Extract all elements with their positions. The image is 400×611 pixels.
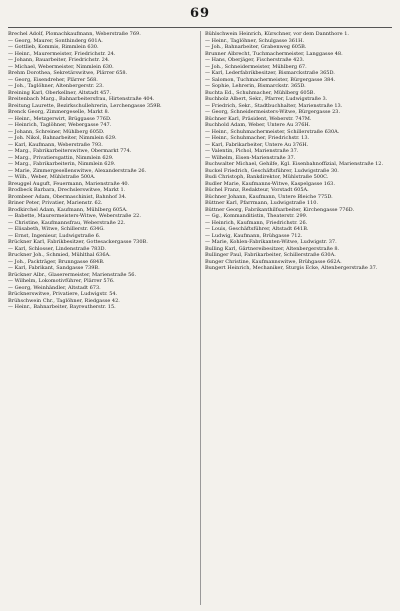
directory-entry: — Marg., Fabrikarbeiterswitwe, Obermarkt 774. — [8, 148, 132, 154]
directory-entry: — Karl, Schlosser, Lindenstraße 783D. — [8, 245, 106, 252]
directory-entry: Büchner Karl, Präsident, Weberstr. 747M. — [205, 115, 312, 122]
directory-entry: — Valentin, Pichol, Marienstraße 37. — [205, 148, 299, 154]
directory-entry: Breitung Laurette, Bezirkschullehrerin, Lerchengasse 359B. — [8, 102, 162, 109]
directory-entry: Buchholz Albert, Sekr., Pfarrer, Ludwigstraße 3. — [205, 96, 328, 102]
directory-entry: — Gg., Kommanditistin, Theaterstr. 299. — [205, 213, 308, 219]
directory-entry: — Karl, Fabrikant, Sandgasse 739B. — [8, 265, 100, 271]
directory-entry: — Heinr., Schuhmachermeister, Schillerstraße 630A. — [205, 128, 340, 135]
directory-entry: — Georg, Weinhändler, Altstadt 673. — [8, 284, 101, 291]
directory-entry: — Georg, Maurer, Sonthinderg 601A. — [8, 37, 103, 44]
directory-entry: — Wilhelm, Lokomotivführer, Plärrer 576. — [8, 278, 115, 284]
directory-entry: — Heinrich, Taglöhner, Webergasse 747. — [8, 122, 112, 128]
directory-entry: — Marg., Fabrikarbeiterin, Nimmlein 629. — [8, 161, 116, 167]
directory-entry: Brodbeck Barbara, Drechslerswitwe, Markt 1. — [8, 187, 126, 193]
directory-entry: — Friedrich, Sekr., Stadtbuchhalter, Marienstraße 13. — [205, 102, 343, 109]
directory-entry: Bulling Karl, Gärtnereibesitzer, Altenbergerstraße 8. — [205, 245, 340, 252]
directory-entry: — Marie, Kohlen-Fabrikanten-Witwe, Ludwigstr. 37. — [205, 239, 337, 245]
directory-entry: — Georg, Eisendreher, Plärrer 568. — [8, 76, 98, 83]
directory-entry: — Hans, Oberjäger, Fischerstraße 423. — [205, 57, 305, 63]
directory-entry: — Heinr., Schuhmacher, Friedrichstr. 13. — [205, 135, 310, 141]
directory-entry: — Joh., Bahnarbeiter, Grabenweg 605B. — [205, 44, 307, 50]
directory-entry: — Karl, Kaufmann, Weberstraße 793. — [8, 141, 103, 148]
directory-entry: Brückner Karl, Fabrikbesitzer, Gottesackergasse 730B. — [8, 239, 148, 245]
directory-entry: Büchner Johann, Kaufmann, Untere Bleiche 775D. — [205, 193, 333, 200]
directory-entry: — Salomon, Tuchmachermeister, Bürgergasse 384. — [205, 76, 336, 83]
directory-entry: — Marie, Zimmergesellenswitwe, Alexanderstraße 26. — [8, 167, 147, 174]
directory-entry: — Gottlieb, Kommis, Rimmlein 630. — [8, 44, 99, 50]
directory-entry: — Johann, Bauarbeiter, Friedrichstr. 24. — [8, 57, 110, 63]
directory-entry: Brechel Adolf, Plomachkaufmann, Weberstraße 769. — [8, 31, 141, 37]
directory-entry: Budler Marie, Kaufmanns-Witwe, Kaspelgasse 163. — [205, 180, 335, 187]
directory-entry: — Ludwig, Kaufmann, Brühgasse 712. — [205, 232, 303, 239]
directory-entry: Buchhold Adam, Weber, Untere Au 376H. — [205, 122, 311, 128]
directory-entry: — Christine, Kaufmannsfrau, Weberstraße 22. — [8, 219, 126, 226]
directory-entry: Brenck Georg, Zimmergeselle, Markt 8. — [8, 109, 110, 115]
directory-entry: Breining Karl, Oberkellner, Altstadt 457. — [8, 89, 112, 96]
directory-entry: Buchta Ed., Schuhmacher, Mühlberg 605B. — [205, 89, 316, 96]
directory-entry: — Ernst, Ingenieur, Ludwigstraße 6. — [8, 232, 101, 239]
directory-entry: Breitenbach Marg., Bahnarbeitersfrau, Hirtenstraße 404. — [8, 96, 155, 102]
directory-entry: — Joh. Nikol, Bahnarbeiter, Nimmlein 629. — [8, 135, 117, 141]
directory-entry: — Heinr., Metzgerwirt, Brüggasse 776D. — [8, 115, 112, 122]
left-column — [8, 31, 195, 605]
directory-entry: Briner Peter, Privatier, Marienstr. 62. — [8, 200, 103, 206]
directory-entry: Bruckner Joh., Schmied, Mühlthal 636A. — [8, 252, 111, 258]
directory-entry: Brodkirchel Adam, Kaufmann, Mühlberg 605A. — [8, 206, 128, 213]
directory-entry: — Heinr., Bahnarbeiter, Bayreutherstr. 15. — [8, 304, 116, 310]
directory-entry: — Marg., Privatiersgattin, Nimmlein 629. — [8, 154, 114, 161]
directory-entry: — Heinr., Maurermeister, Friedrichstr. 24. — [8, 50, 116, 57]
directory-entry: Bullinger Paul, Fabrikarbeiter, Schillerstraße 630A. — [205, 252, 336, 258]
directory-entry: Buchwalter Michael, Gehilfe, Kgl. Eisenbahnoffizial, Marienstraße 12. — [205, 161, 384, 167]
directory-entry: — Joh., Taglöhner, Altenbergerstr. 23. — [8, 83, 104, 89]
directory-entry: Brehm Dorothea, Sekretärswitwe, Plärrer 658. — [8, 70, 128, 76]
directory-entry: Budi Christoph, Bankdirektor, Mühlstraße 500C. — [205, 174, 329, 180]
header-rule — [8, 27, 392, 28]
directory-entry: — Louis, Geschäftsführer, Altstadt 641B. — [205, 226, 309, 232]
directory-entry: — Elisabeth, Witwe, Schillerstr. 634G. — [8, 226, 105, 232]
directory-entry: Buckel Friedrich, Geschäftsführer, Ludwigstraße 30. — [205, 167, 339, 174]
directory-entry: — Michael, Webermeister, Nimmlein 630. — [8, 63, 114, 70]
directory-entry: — Wilhelm, Eisen-Marienstraße 37. — [205, 154, 296, 161]
directory-entry: Büchel Franz, Redakteur, Vorstadt 605A. — [205, 187, 309, 193]
directory-entry: — Johann, Schreiner, Mühlberg 605D. — [8, 128, 105, 135]
directory-entry: Büttner Georg, Fabrikanthilfsarbeiter, Kirchengasse 776D. — [205, 206, 355, 213]
directory-entry: — Heinr., Taglöhner, Schulgasse 361H. — [205, 37, 305, 44]
directory-entry: — Babette, Maurermeisters-Witwe, Weberstraße 22. — [8, 213, 141, 219]
directory-entry: Bunger Christine, Kaufmannswitwe, Brühgasse 662A. — [205, 258, 342, 265]
directory-entry: — Georg, Schneidermeisters-Witwe, Bürgergasse 23. — [205, 109, 341, 115]
directory-entry: — Karl, Fabrikarbeiter, Untere Au 376H. — [205, 141, 309, 148]
right-column — [200, 31, 392, 605]
directory-entry: Bungert Heinrich, Mechaniker, Sturgis Ecke, Altenbergerstraße 37. — [205, 265, 378, 271]
directory-entry: Bühlschwein Heinrich, Kürschner, vor dem Dannthore 1. — [205, 31, 349, 37]
directory-columns — [8, 31, 392, 605]
directory-entry: Brombeer Adam, Obermaschinist, Bahnhof 34. — [8, 193, 127, 200]
directory-entry: — Wilh., Weber, Mühlstraße 500A. — [8, 174, 96, 180]
directory-entry: Breuggel Auguft, Feuermann, Marienstraße 40. — [8, 180, 130, 187]
directory-entry: Brunner Albrecht, Tuchmachermeister, Langgasse 48. — [205, 50, 343, 57]
directory-entry: Büttner Karl, Pfarrmann, Ludwigstraße 110. — [205, 200, 319, 206]
directory-entry: Brücknerswitwe, Privatiere, Ludwigstr. 54. — [8, 291, 118, 297]
directory-entry: Brückner Albr., Glaserermeister, Marienstraße 56. — [8, 271, 137, 278]
directory-entry: — Joh., Schneidermeister, Mühlberg 67. — [205, 63, 307, 70]
directory-entry: Brühschwein Chr., Taglöhner, Riedgasse 42. — [8, 297, 120, 304]
directory-entry: — Sophie, Lehrerin, Bismarckstr. 365D. — [205, 83, 306, 89]
page-number: 69 — [189, 6, 211, 21]
directory-entry: — Joh., Packträger, Brunngasse 684B. — [8, 258, 105, 265]
directory-entry: — Karl, Lederfabrikbesitzer, Bismarckstraße 365D. — [205, 70, 335, 76]
directory-entry: — Heinrich, Kaufmann, Friedrichstr. 26. — [205, 219, 308, 226]
